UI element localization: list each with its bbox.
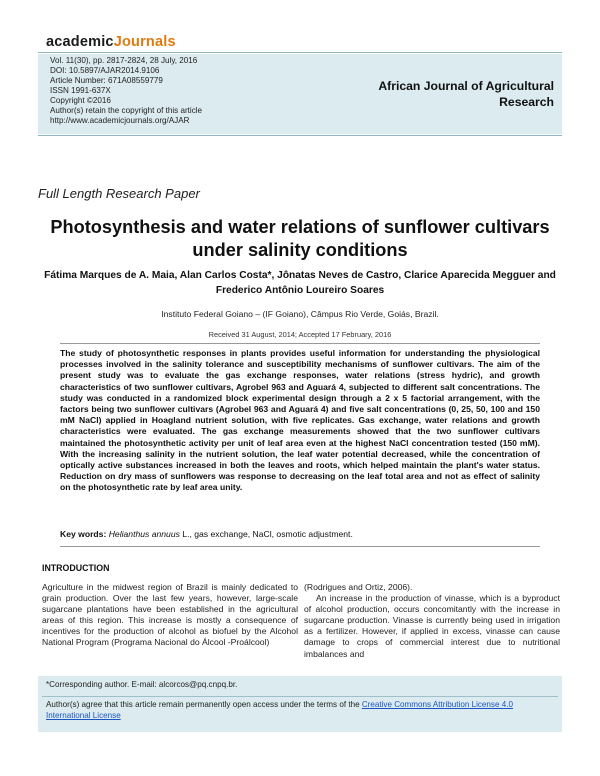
journal-url-line[interactable]: http://www.academicjournals.org/AJAR: [50, 116, 190, 125]
license-link[interactable]: Creative Commons Attribution License 4.0 International License: [46, 700, 513, 720]
author-list: Fátima Marques de A. Maia, Alan Carlos Costa*, Jônatas Neves de Castro, Clarice Aparecida Megguer and Frederico Antônio Loureiro Soares: [44, 270, 556, 296]
intro-paragraph: (Rodrigues and Ortiz, 2006).: [304, 582, 413, 592]
paper-title: Photosynthesis and water relations of sunflower cultivars under salinity conditions: [50, 217, 550, 260]
footnote-divider: [42, 696, 558, 697]
volume-line: Vol. 11(30), pp. 2817-2824, 28 July, 2016: [50, 56, 198, 65]
introduction-heading: INTRODUCTION: [42, 563, 110, 573]
abstract: The study of photosynthetic responses in plants provides useful information for understanding the physiological processes involved in the salinity tolerance and susceptibility mechanisms of sunflower cultivars. The aim of the present study was to evaluate the gas exchange responses, water relations (stress hydric), and growth characteristics of two sunflower cultivars, Agrobel 963 and Aguará 4, subjected to different salt concentrations. The study was conducted in a randomized block experimental design through a 2 x 5 factorial arrangement, with the factors being two sunflower cultivars (Agrobel 963 and Aguará 4) and five salt concentrations (0, 25, 50, 100 and 150 mM NaCl) applied in Hoagland nutrient solution, with five replicates. Gas exchange, water relations and growth characteristics were evaluated. The gas exchange measurements showed that the two sunflower cultivars maintained the photosynthetic activity per unit of leaf area even at the highest NaCl concentration tested (150 mM). With the increasing salinity in the nutrient solution, the leaf water potential decreased, while the concentration of optically active substances increased in both the leaves and roots, which helped maintain the plant's water status. Reduction on dry mass of sunflowers was response to decreasing on the leaf total area and not as effect of salinity on the photosynthetic rate by leaf area unity.: [60, 348, 540, 493]
received-dates: Received 31 August, 2014; Accepted 17 February, 2016: [208, 330, 392, 339]
intro-paragraph: Agriculture in the midwest region of Brazil is mainly dedicated to grain production. Over the last few years, however, large-scale sugarcane plantations have been established in the agricultural areas of this region. This increase is mostly a consequence of incentives for the production of alcohol as biofuel by the Alcohol National Program (Programa Nacional do Álcool -Proálcool): [42, 582, 298, 648]
keywords: Key words: Helianthus annuus L., gas exchange, NaCl, osmotic adjustment.: [60, 529, 353, 539]
publisher-logo: academicJournals: [46, 34, 176, 50]
doi-line: DOI: 10.5897/AJAR2014.9106: [50, 66, 160, 75]
article-metadata: [50, 56, 202, 126]
issn-line: ISSN 1991-637X: [50, 86, 111, 95]
license-note: Author(s) agree that this article remain permanently open access under the terms of the Creative Commons Attribution License 4.0 International License: [46, 700, 513, 720]
copyright-line: Copyright ©2016: [50, 96, 111, 105]
intro-column-right: [304, 582, 560, 660]
affiliation: Instituto Federal Goiano – (IF Goiano), Câmpus Rio Verde, Goiás, Brazil.: [161, 309, 439, 319]
rights-line: Author(s) retain the copyright of this article: [50, 106, 203, 115]
keywords-bottom-rule: [60, 546, 540, 547]
paper-type: Full Length Research Paper: [38, 186, 200, 201]
header-top-rule: [38, 52, 562, 53]
article-number-line: Article Number: 671A08559779: [50, 76, 163, 85]
intro-column-left: [42, 582, 298, 649]
intro-paragraph: An increase in the production of vinasse, which is a byproduct of alcohol production, occurs concomitantly with the increase in sugarcane production. Vinasse is currently being used in irrigation as a fertilizer. However, if applied in excess, vinasse can cause damage to crops of commercial interest due to nutritional imbalances and: [304, 593, 560, 659]
corresponding-author: *Corresponding author. E-mail: alcorcos@pq.cnpq.br.: [46, 680, 238, 689]
abstract-top-rule: [60, 343, 540, 344]
header-bottom-rule: [38, 135, 562, 136]
journal-name: African Journal of Agricultural Research: [378, 79, 554, 109]
